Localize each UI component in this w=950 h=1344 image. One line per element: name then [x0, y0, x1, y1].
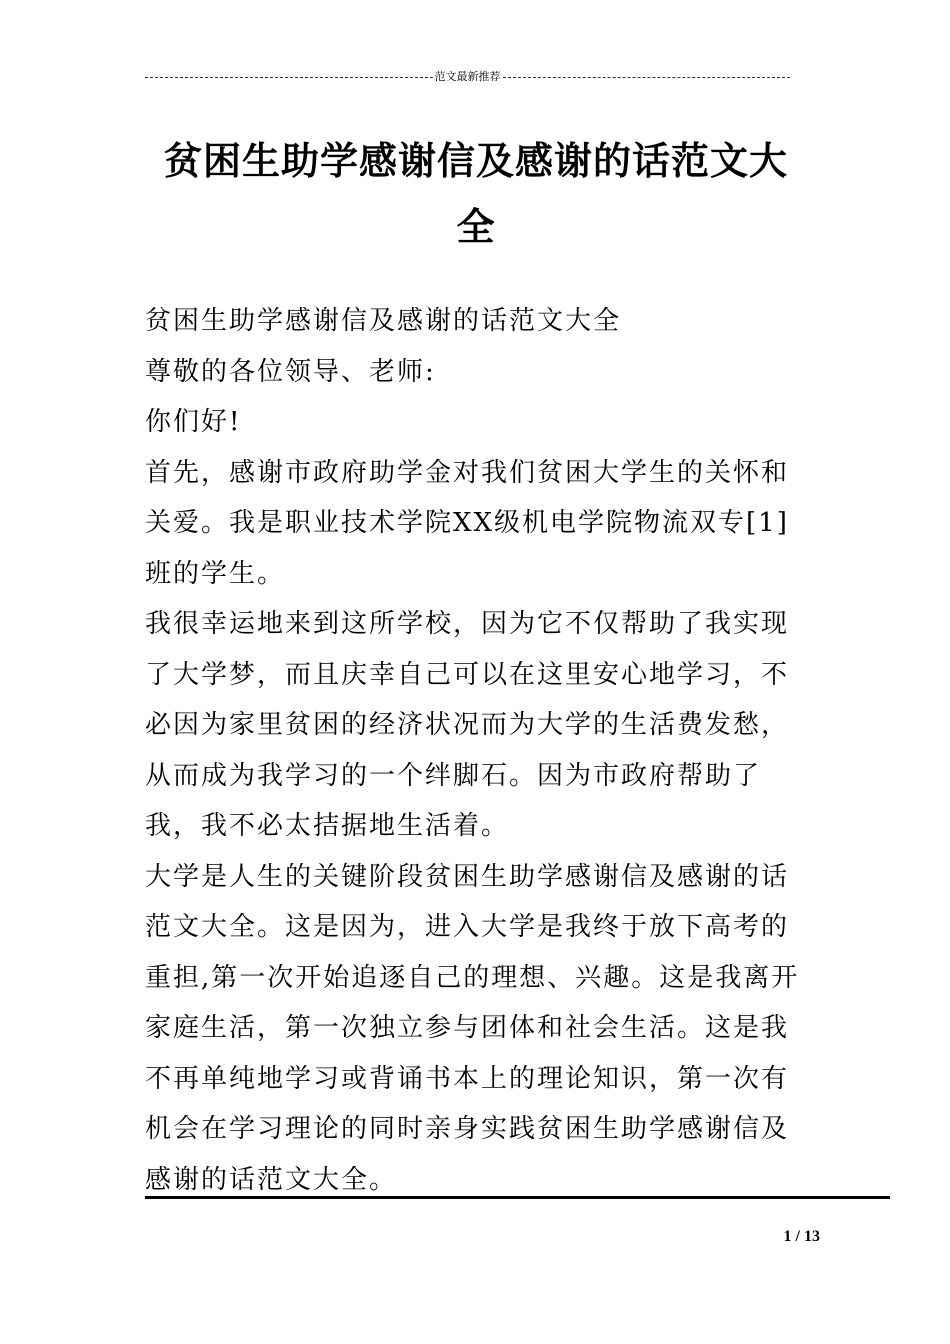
paragraph-body: 大学是人生的关键阶段贫困生助学感谢信及感谢的话范文大全。这是因为，进入大学是我终于放下高考的重担,第一次开始追逐自己的理想、兴趣。这是我离开家庭生活，第一次独立参与团体和社会生活。这是我不再单纯地学习或背诵书本上的理论知识，第一次有机会在学习理论的同时亲身实践贫困生助学感谢信及感谢的话范文大全。 — [145, 861, 800, 1195]
paragraph-body: 首先，感谢市政府助学金对我们贫困大学生的关怀和关爱。我是职业技术学院XX级机电学院物流双专[1]班的学生。 — [145, 457, 790, 589]
document-title — [145, 128, 807, 260]
page-header — [145, 66, 790, 86]
footer-divider — [145, 1196, 890, 1199]
paragraph-body: 我很幸运地来到这所学校，因为它不仅帮助了我实现了大学梦，而且庆幸自己可以在这里安心地学习，不必因为家里贫困的经济状况而为大学的生活费发愁，从而成为我学习的一个绊脚石。因为市政府帮助了我，我不必太拮据地生活着。 — [145, 609, 790, 841]
header-label: 范文最新推荐 — [434, 70, 501, 83]
document-body — [145, 296, 811, 1205]
header-dashes-left — [145, 77, 433, 78]
paragraph-salutation: 尊敬的各位领导、老师: — [145, 356, 436, 387]
title-line-2: 全 — [456, 205, 496, 249]
paragraph-heading: 贫困生助学感谢信及感谢的话范文大全 — [145, 306, 622, 336]
header-dashes-right — [503, 77, 791, 78]
title-line-1: 贫困生助学感谢信及感谢的话范文大 — [163, 139, 788, 183]
page-number: 1 / 13 — [783, 1228, 820, 1245]
paragraph-greeting: 你们好! — [145, 407, 242, 437]
